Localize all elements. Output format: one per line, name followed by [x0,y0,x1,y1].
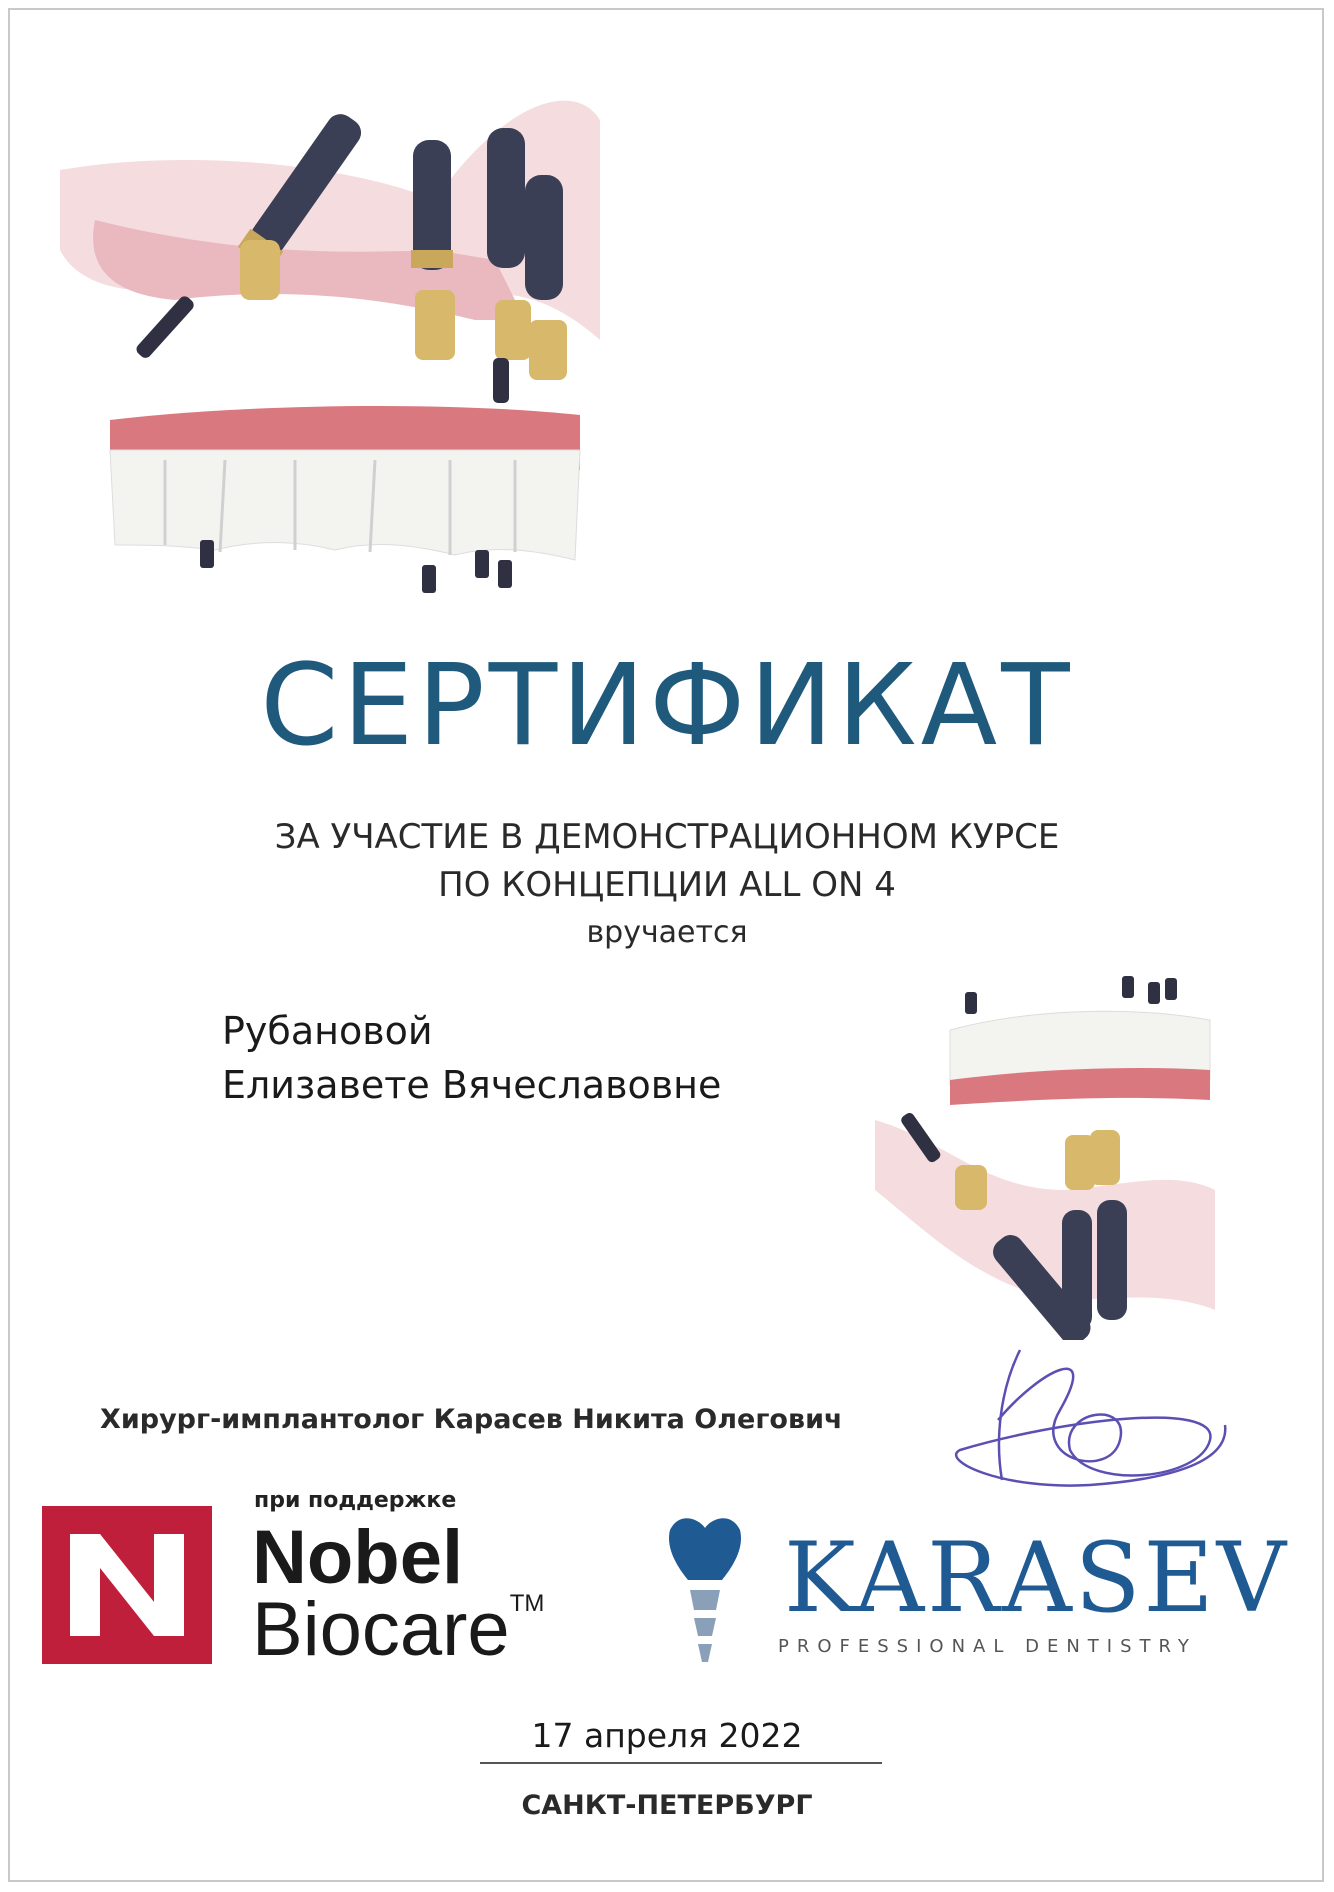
recipient-name: Елизавете Вячеславовне [222,1063,722,1107]
surgeon-name: Хирург-имплантолог Карасев Никита Олегович [100,1404,843,1435]
recipient-surname: Рубановой [222,1009,433,1053]
implant-illustration-top [55,40,615,620]
sponsor-name-line2: Biocare™ [252,1587,545,1672]
clinic-tagline: PROFESSIONAL DENTISTRY [778,1636,1197,1657]
sponsor-name-line1: Nobel [252,1515,464,1600]
signature [940,1330,1240,1500]
certificate-subtitle-line1: ЗА УЧАСТИЕ В ДЕМОНСТРАЦИОННОМ КУРСЕ [274,817,1060,857]
nobel-biocare-logo-icon [42,1506,212,1664]
certificate-subtitle-line2: ПО КОНЦЕПЦИИ ALL ON 4 [438,865,896,905]
sponsor-support-text: при поддержке [254,1488,457,1513]
date-divider [480,1762,882,1764]
implant-illustration-bottom [865,970,1225,1340]
clinic-name: KARASEV [784,1522,1289,1634]
certificate-title: СЕРТИФИКАТ [260,641,1074,771]
certificate-date: 17 апреля 2022 [531,1716,803,1755]
tooth-implant-logo-icon [660,1510,750,1690]
certificate-city: САНКТ-ПЕТЕРБУРГ [521,1790,813,1821]
awarded-text: вручается [586,915,748,950]
